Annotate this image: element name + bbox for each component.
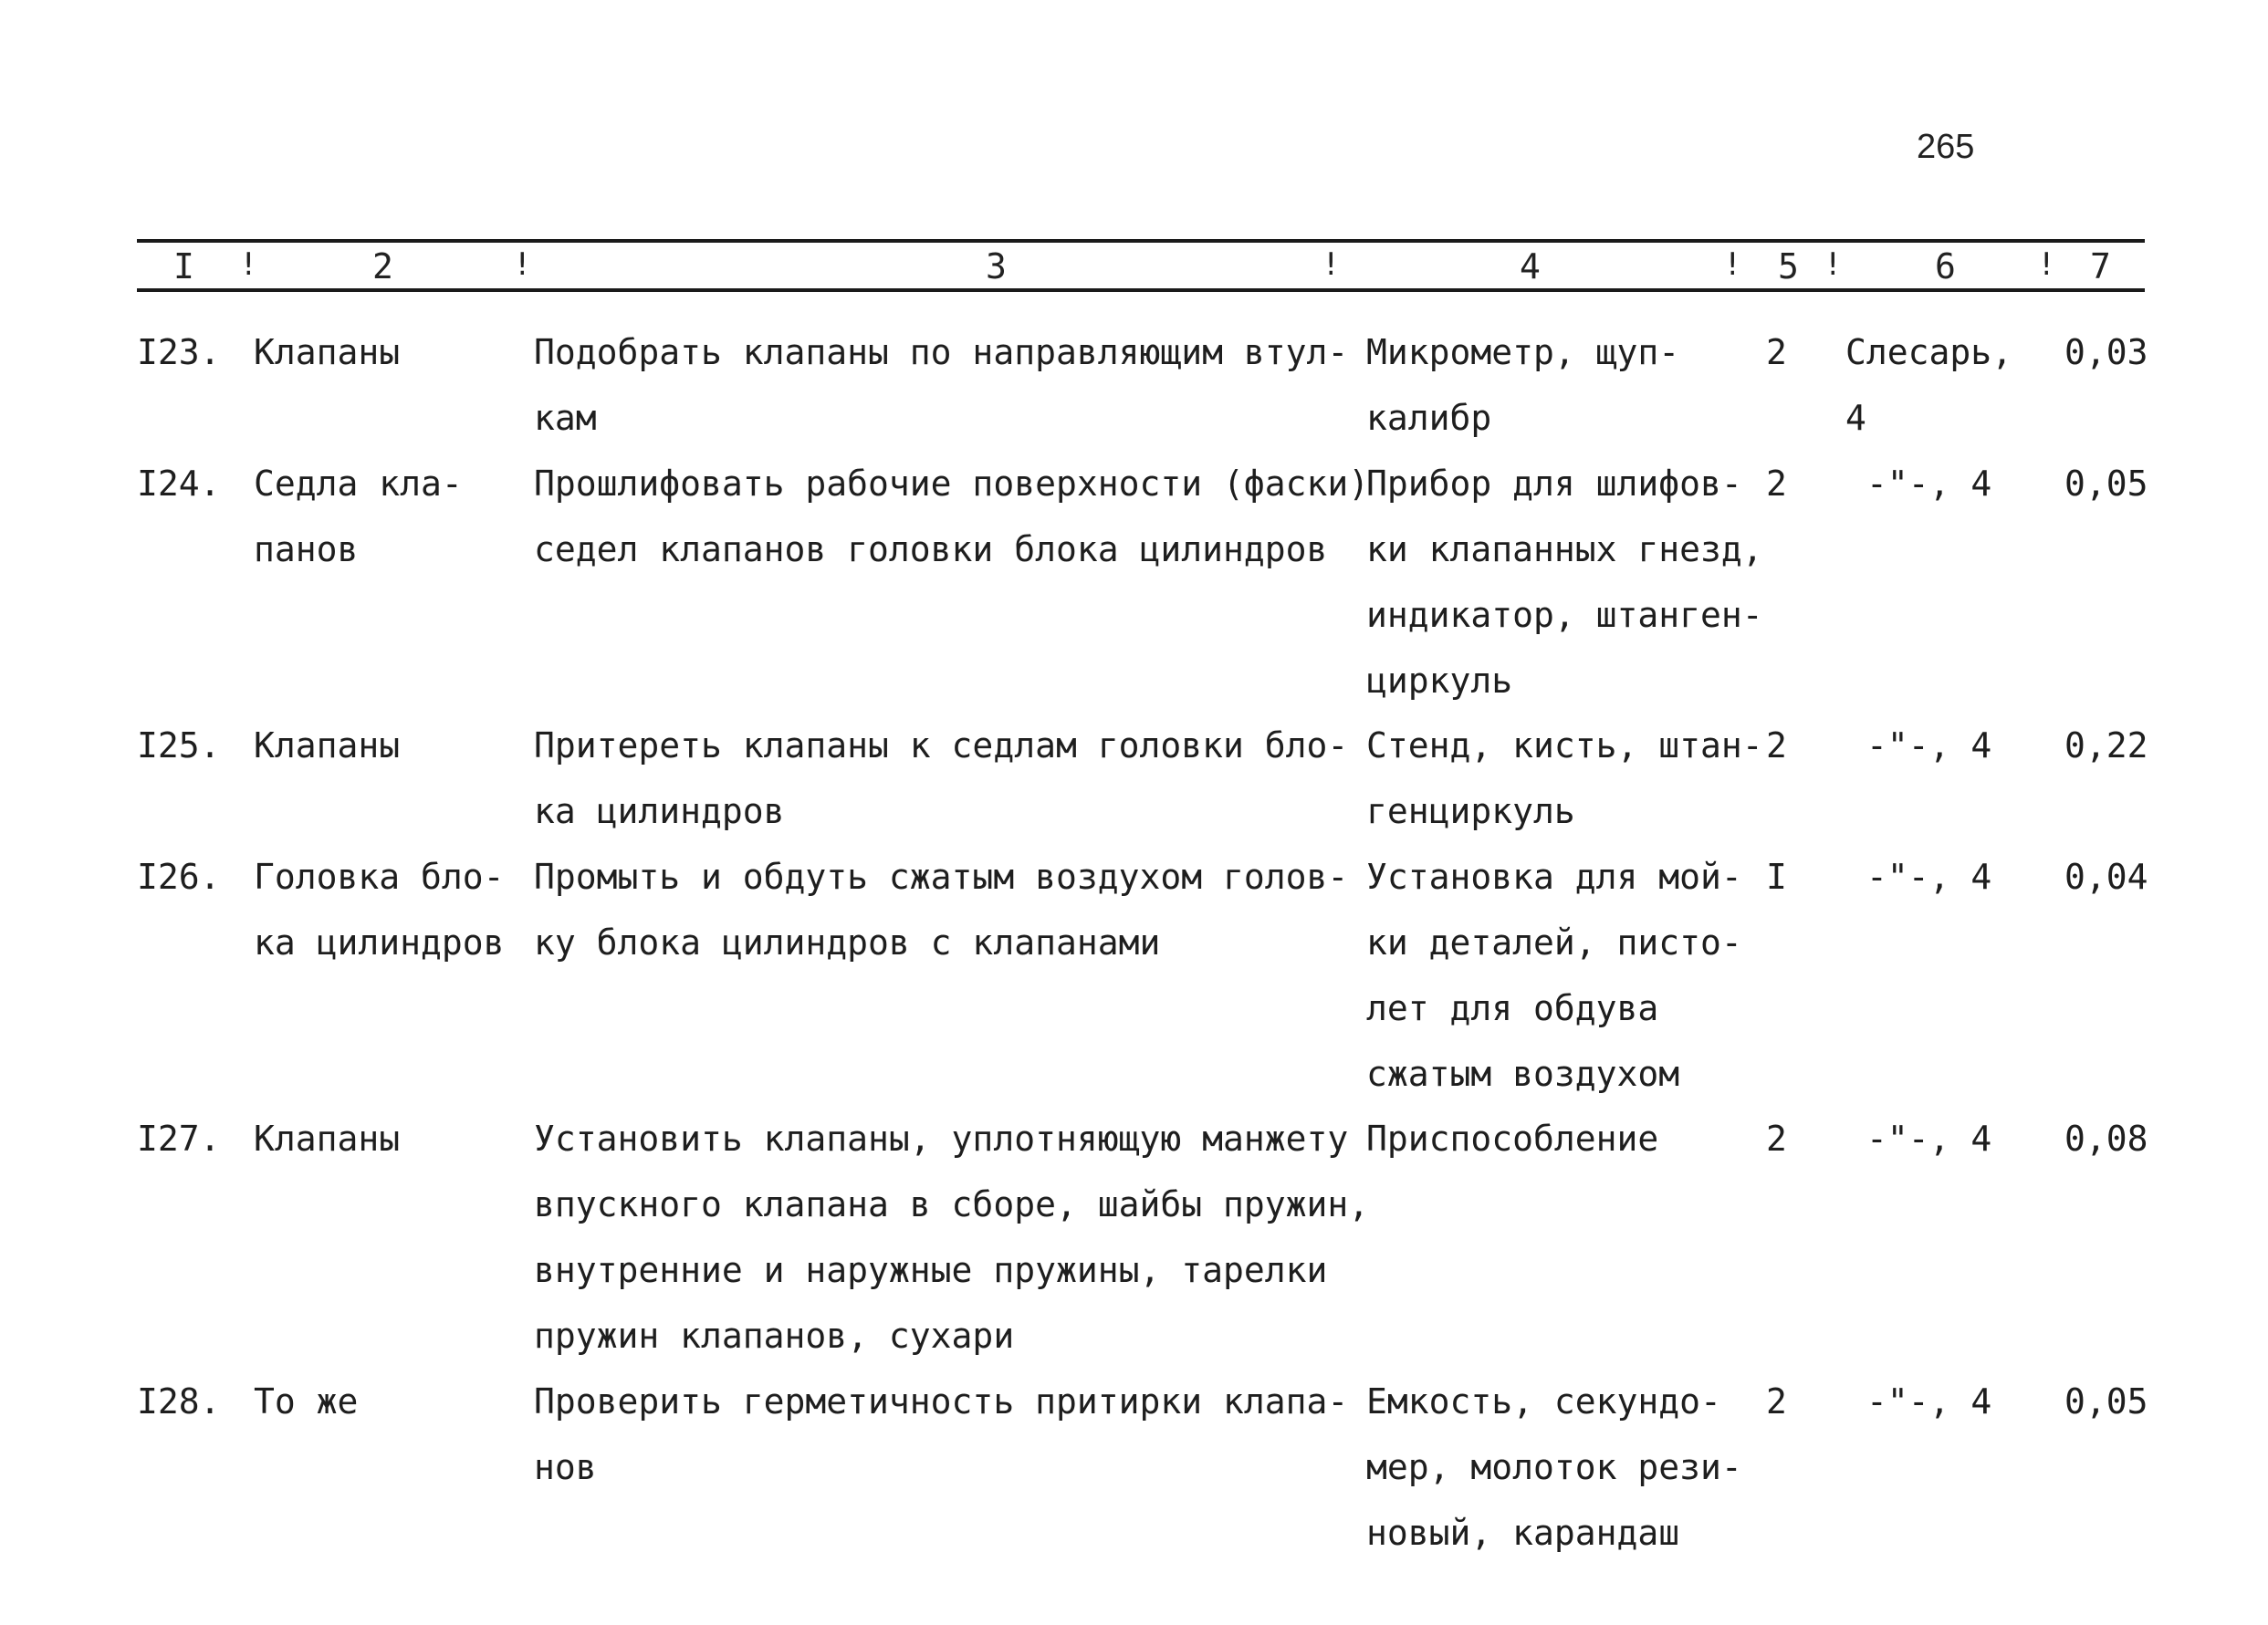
header-separator: ! <box>1322 246 1341 283</box>
row-quantity: 2 <box>1766 1381 1787 1422</box>
row-worker: -"-, 4 <box>1866 725 1992 766</box>
row-operation: Установить клапаны, уплотняющую манжету впускного клапана в сборе, шайбы пружин, внутренние и наружные пружины, тарелки пружин клапанов, сухари <box>534 1119 1370 1356</box>
row-worker: -"-, 4 <box>1866 857 1992 897</box>
row-item: Клапаны <box>254 1119 401 1159</box>
row-worker: -"-, 4 <box>1866 464 1992 504</box>
row-equipment: Емкость, секундо- мер, молоток рези- новый, карандаш <box>1366 1381 1742 1553</box>
table-top-rule <box>137 239 2145 243</box>
row-number: I27. <box>137 1119 221 1159</box>
row-number: I26. <box>137 857 221 897</box>
row-worker: Слесарь, 4 <box>1845 332 2013 438</box>
row-quantity: 2 <box>1766 725 1787 766</box>
header-col-2: 2 <box>372 246 393 286</box>
header-separator: ! <box>1723 246 1742 283</box>
row-number: I28. <box>137 1381 221 1422</box>
row-worker: -"-, 4 <box>1866 1119 1992 1159</box>
row-equipment: Микрометр, щуп- калибр <box>1366 332 1680 438</box>
row-quantity: I <box>1766 857 1787 897</box>
row-operation: Притереть клапаны к седлам головки бло- ка цилиндров <box>534 725 1349 831</box>
row-number: I23. <box>137 332 221 372</box>
header-separator: ! <box>1824 246 1843 283</box>
row-item: Клапаны <box>254 725 401 766</box>
row-time: 0,08 <box>2064 1119 2148 1159</box>
header-col-3: 3 <box>986 246 1007 286</box>
row-time: 0,03 <box>2064 332 2148 372</box>
row-equipment: Прибор для шлифов- ки клапанных гнезд, индикатор, штанген- циркуль <box>1366 464 1763 701</box>
row-item: Головка бло- ка цилиндров <box>254 857 505 963</box>
row-quantity: 2 <box>1766 332 1787 372</box>
header-col-1: I <box>173 246 194 286</box>
row-operation: Проверить герметичность притирки клапа- нов <box>534 1381 1349 1487</box>
header-separator: ! <box>239 246 258 283</box>
row-equipment: Установка для мой- ки деталей, писто- лет для обдува сжатым воздухом <box>1366 857 1742 1094</box>
row-time: 0,05 <box>2064 464 2148 504</box>
row-number: I24. <box>137 464 221 504</box>
page-number: 265 <box>1917 128 1975 166</box>
row-operation: Промыть и обдуть сжатым воздухом голов- ку блока цилиндров с клапанами <box>534 857 1349 963</box>
table-header-rule <box>137 288 2145 292</box>
row-quantity: 2 <box>1766 1119 1787 1159</box>
row-time: 0,05 <box>2064 1381 2148 1422</box>
row-operation: Подобрать клапаны по направляющим втул- кам <box>534 332 1349 438</box>
row-equipment: Приспособление <box>1366 1119 1659 1159</box>
header-col-7: 7 <box>2090 246 2111 286</box>
header-col-4: 4 <box>1520 246 1541 286</box>
header-separator: ! <box>513 246 532 283</box>
row-item: То же <box>254 1381 359 1422</box>
row-item: Седла кла- панов <box>254 464 463 569</box>
header-separator: ! <box>2037 246 2056 283</box>
header-col-5: 5 <box>1778 246 1799 286</box>
row-worker: -"-, 4 <box>1866 1381 1992 1422</box>
row-quantity: 2 <box>1766 464 1787 504</box>
row-item: Клапаны <box>254 332 401 372</box>
header-col-6: 6 <box>1935 246 1956 286</box>
row-time: 0,04 <box>2064 857 2148 897</box>
row-operation: Прошлифовать рабочие поверхности (фаски) седел клапанов головки блока цилиндров <box>534 464 1370 569</box>
row-number: I25. <box>137 725 221 766</box>
row-time: 0,22 <box>2064 725 2148 766</box>
row-equipment: Стенд, кисть, штан- генциркуль <box>1366 725 1763 831</box>
